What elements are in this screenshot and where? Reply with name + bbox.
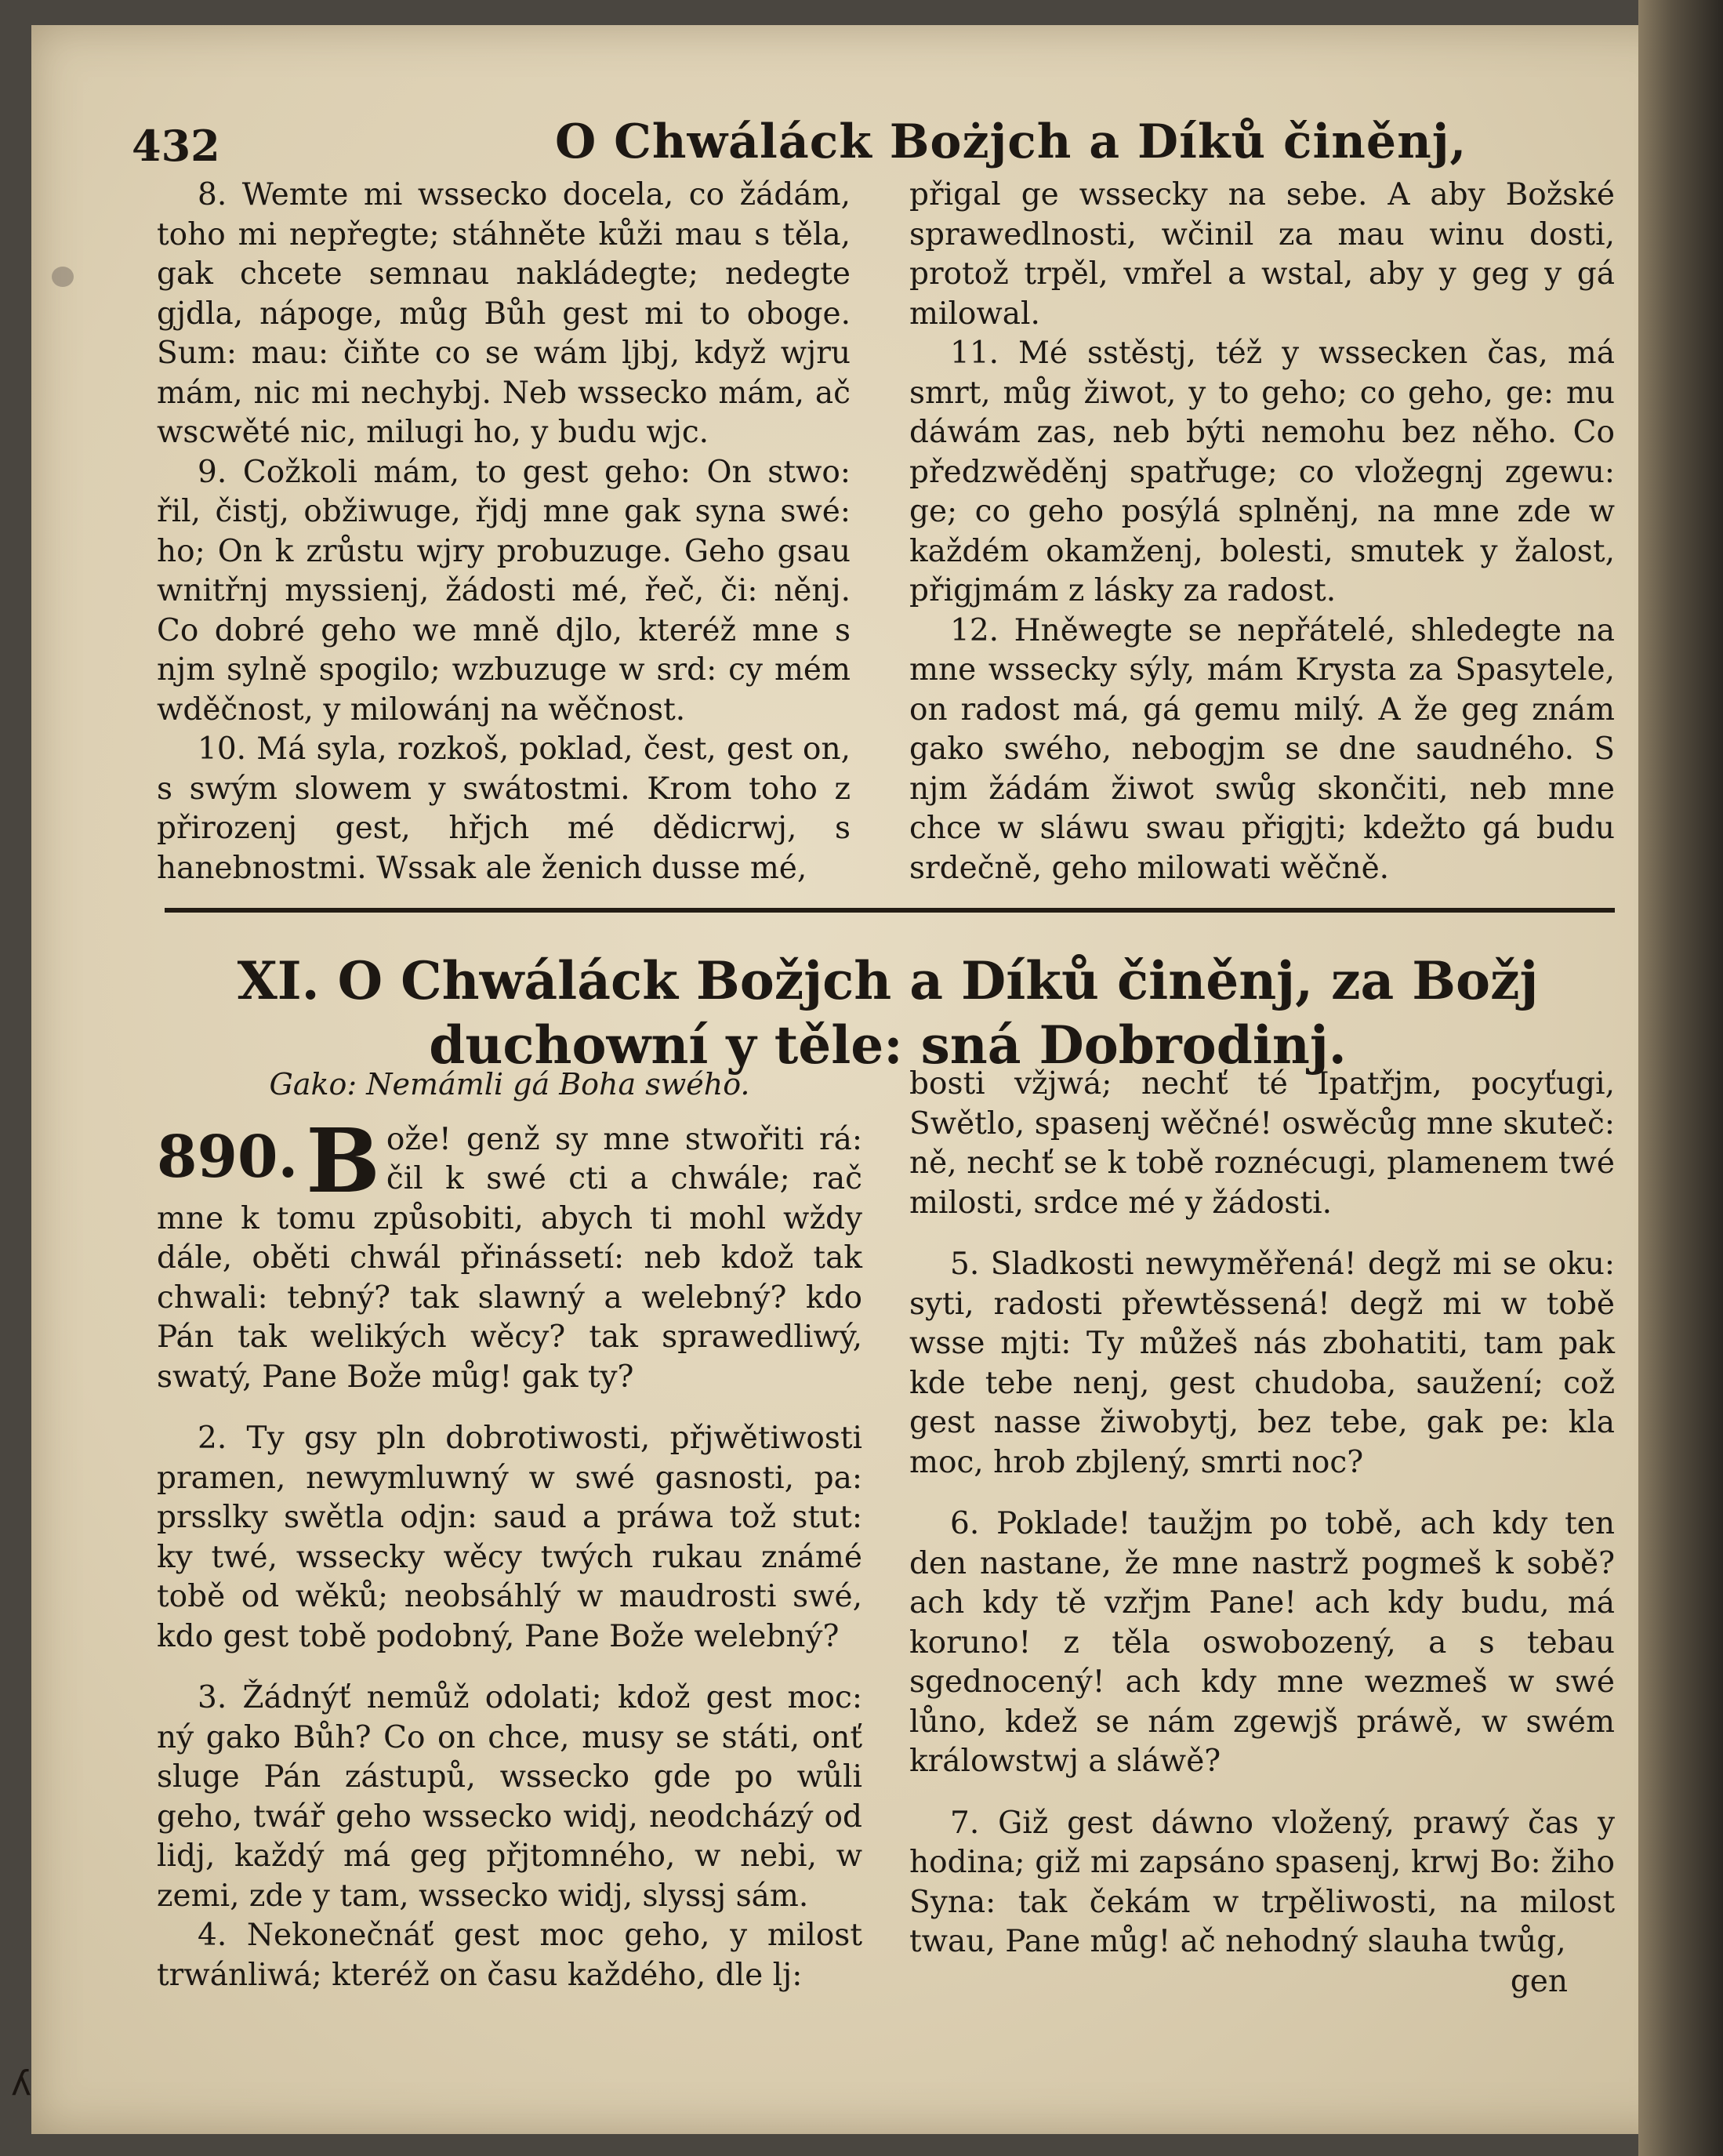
stanza-10-cont: přigal ge wssecky na sebe. A aby Božské sprawedlnosti, wčinil za mau winu dosti, protož trpěl, vmřel a wstal, aby y geg y gá milowal. xyxy=(909,177,1615,332)
stanza-10: 10. Má syla, rozkoš, poklad, čest, gest on, s swým slowem y swátostmi. Krom toho z přirozenj gest, hřjch mé dědicrwj, s hanebnostmi. Wssak ale ženich dusse mé, xyxy=(157,731,851,886)
stanza-5: 5. Sladkosti newyměřená! degž mi se oku: syti, radosti přewtěssená! degž mi w tobě wsse mjti: Ty můžeš nás zbohatiti, tam pak kde tebe nenj, gest chudoba, saužení; což gest nasse žiwobytj, bez tebe, gak pe: kla moc, hrob zbjlený, smrti noc? xyxy=(909,1247,1615,1480)
drop-cap: B xyxy=(306,1109,380,1213)
stanza-3: 3. Žádnýť nemůž odolati; kdož gest moc: ný gako Bůh? Co on chce, musy se státi, onť sluge Pán zástupů, wssecko gde po wůli geho, twář geho wssecko widj, neodcházý od lidj, každý má geg přjtomného, w nebi, w zemi, zde y tam, wssecko widj, slyssj sám. xyxy=(157,1680,862,1914)
stanza-7: 7. Giž gest dáwno vložený, prawý čas y hodina; giž mi zapsáno spasenj, krwj Bo: žiho Syna: tak čekám w trpěliwosti, na milost twau, Pane můg! ač nehodný slauha twůg, xyxy=(909,1805,1615,1959)
stanza-4-cont: bosti vžjwá; nechť té Ipatřjm, pocyťugi, Swětlo, spasenj wěčné! oswěcůg mne skuteč: ně, nechť se k tobě roznécugi, plamenem twé milosti, srdce mé y žádosti. xyxy=(909,1066,1615,1221)
ink-mark-icon: ʎ xyxy=(11,2063,32,2103)
top-right-column xyxy=(909,176,1615,888)
page-gutter xyxy=(1638,0,1723,2156)
first-stanza-text: ože! genž sy mne stwořiti rá: čil k swé cti a chwále; rač mne k tomu způsobiti, abych ti mohl wždy dále, oběti chwál přinássetí: neb kdož tak chwali: tebný? tak slawný a welebný? kdo Pán tak welikých wěcy? tak sprawedliwý, swatý, Pane Bože můg! gak ty? xyxy=(157,1121,862,1395)
stanza-8: 8. Wemte mi wsseckо docela, co žádám, toho mi nepřegte; stáhněte kůži mau s těla, gak chcete semnau nakládegte; nedegte gjdla, nápoge, můg Bůh gest mi to oboge. Sum: mau: čiňte co se wám ljbj, když wjru mám, nic mi nechybj. Neb wsseckо mám, ač wsсwěté nic, milugi ho, y budu wjc. xyxy=(157,177,851,450)
stanza-11: 11. Mé sstěstj, též y wssecken čas, má smrt, můg žiwot, y to geho; co geho, ge: mu dáwám zas, neb býti nemohu bez něho. Co předzwěděnj spatřuge; co vložegnj zgewu: ge; co geho posýlá splněnj, na mne zde w každém okamženj, bolesti, smutek y žalost, přigjmám z lásky za radost. xyxy=(909,336,1615,608)
hymn-number: 890. xyxy=(157,1123,299,1191)
ink-smudge xyxy=(52,267,74,287)
stanza-9: 9. Cožkoli mám, to gest geho: On stwo: řil, čistj, obžiwuge, řjdj mne gak syna swé: ho; On k zrůstu wjry probuzuge. Geho gsau wnitřnj myssienj, žádosti mé, řeč, či: něnj. Co dobré geho we mně djlo, kteréž mne s njm sylně spogilo; wzbuzuge w srd: cy mém wděčnost, y milowánj na wěčnost. xyxy=(157,454,851,728)
bottom-right-column xyxy=(909,1065,1615,2002)
section-divider xyxy=(165,908,1615,913)
stanza-2: 2. Ty gsy pln dobrotiwosti, přjwětiwosti pramen, newymluwný w swé gasnosti, pa: prsslky swětla odjn: saud a práwa tož stut: ky twé, wssecky wěcy twých rukau známé tobě od wěků; neobsáhlý w maudrosti swé, kdo gest tobě podobný, Pane Bože welebný? xyxy=(157,1421,862,1654)
hymn-first-stanza xyxy=(157,1109,862,1398)
section-title: XI. O Chwáláck Božjch a Díků činěnj, za Božj duchowní y těle: sná Dobrodinj. xyxy=(237,950,1539,1076)
melody-line: Gako: Nemámli gá Boha swého. xyxy=(269,1067,750,1102)
running-header xyxy=(132,111,1605,182)
stanza-6: 6. Poklade! taužjm po tobě, ach kdy ten den nastane, že mne nastrž pogmeš k sobě? ach kdy tě vzřjm Pane! ach kdy budu, má koruno! z těla oswobozený, a s tebau sgednocený! ach kdy mne wezmeš w swé lůno, kdež se nám zgewjš práwě, w swém králowstwj a sláwě? xyxy=(909,1506,1615,1779)
running-title: O Chwáláck Bożjch a Díků činěnj, xyxy=(555,114,1467,169)
page-number: 432 xyxy=(132,121,220,171)
catchword: gen xyxy=(1510,1963,1568,1999)
top-left-column xyxy=(157,176,851,888)
stanza-4: 4. Nekonečnáť gest moc geho, y milost trwánliwá; kteréž on času každého, dle lj: xyxy=(157,1918,862,1993)
stanza-12: 12. Hněwegte se nepřátelé, shledegte na mne wssecky sýly, mám Krysta za Spasytele, on radost má, gá gemu milý. A že geg znám gako swého, nebogjm se dne saudného. S njm žádám žiwot swůg skončiti, neb mne chce w sláwu swau přigjti; kdežto gá budu srdečně, geho milowati wěčně. xyxy=(909,612,1615,886)
bottom-left-column xyxy=(157,1065,862,1995)
